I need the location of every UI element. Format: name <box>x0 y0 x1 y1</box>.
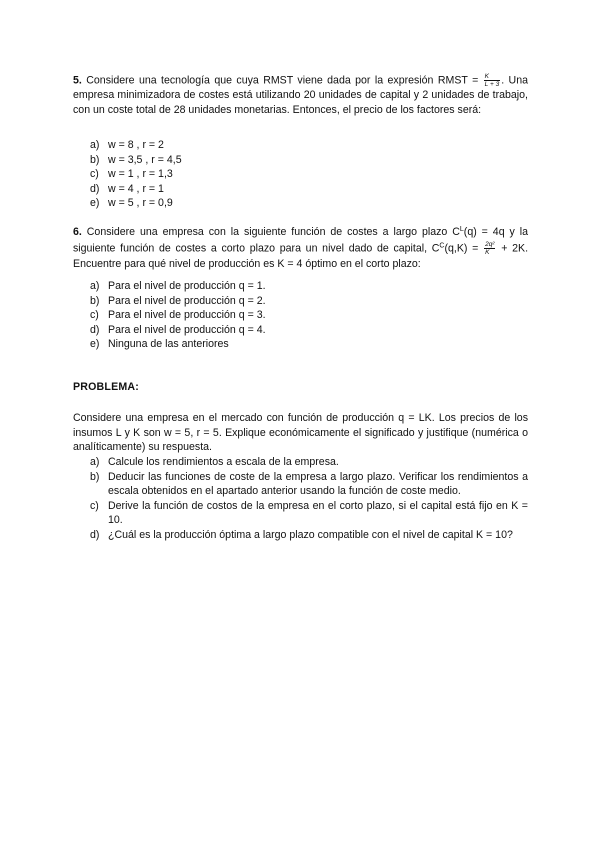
list-item <box>73 455 528 470</box>
list-item-label: c) <box>90 168 99 181</box>
list-item-text: w = 3,5 , r = 4,5 <box>108 153 182 166</box>
list-item-label: c) <box>90 309 99 322</box>
question-6 <box>73 225 528 273</box>
list-item <box>73 337 528 352</box>
question-6-number: 6. <box>73 226 82 238</box>
list-item-label: b) <box>90 153 100 166</box>
list-item-text: w = 5 , r = 0,9 <box>108 197 173 210</box>
list-item <box>73 323 528 338</box>
list-item <box>73 182 528 197</box>
list-item <box>73 294 528 309</box>
list-item <box>73 499 528 528</box>
question-6-text-d: + 2K. Encuentre para qué nivel de producción es K = 4 óptimo en el corto plazo: <box>73 242 529 270</box>
list-item <box>73 138 528 153</box>
question-5-number: 5. <box>73 74 82 87</box>
list-item-label: e) <box>90 197 100 210</box>
question-6-options <box>73 279 528 352</box>
list-item-label: b) <box>90 470 100 483</box>
question-5-options <box>73 138 528 211</box>
list-item-label: c) <box>90 499 99 512</box>
list-item-text: Derive la función de costos de la empresa en el corto plazo, si el capital está fijo en K = 10. <box>108 499 528 527</box>
list-item-label: a) <box>90 139 100 151</box>
list-item-label: e) <box>90 338 100 351</box>
list-item-text: Para el nivel de producción q = 3. <box>108 309 266 322</box>
question-5-text-a: Considere una tecnología que cuya RMST viene dada por la expresión RMST = <box>86 74 483 87</box>
list-item <box>73 279 528 294</box>
question-6-text-c: (q,K) = <box>444 242 484 255</box>
list-item-label: b) <box>90 294 100 307</box>
list-item-text: w = 4 , r = 1 <box>108 182 164 195</box>
list-item <box>73 167 528 182</box>
list-item-text: Para el nivel de producción q = 4. <box>108 323 266 336</box>
list-item-text: Para el nivel de producción q = 1. <box>108 280 266 292</box>
superscript-c: C <box>439 242 445 250</box>
list-item-text: Ninguna de las anteriores <box>108 338 229 351</box>
list-item-label: d) <box>90 182 100 195</box>
rmst-fraction-numerator: K <box>484 73 501 81</box>
list-item <box>73 470 528 499</box>
problem-heading: PROBLEMA: <box>73 381 139 393</box>
cost-fraction <box>484 241 495 256</box>
problem-intro: Considere una empresa en el mercado con función de producción q = LK. Los precios de los insumos L y K son w = 5, r = 5. Explique económicamente el significado y justifique (numérica o analíticamente) su respuesta. <box>73 412 528 454</box>
cost-fraction-denominator: K <box>485 248 490 256</box>
list-item-text: w = 8 , r = 2 <box>108 139 164 151</box>
question-5 <box>73 73 528 117</box>
problem-items <box>73 455 528 543</box>
question-6-text-b: (q) = 4q y la siguiente función de costes a corto plazo para un nivel dado de capital, C <box>73 226 528 255</box>
list-item <box>73 528 528 543</box>
list-item <box>73 308 528 323</box>
list-item-label: a) <box>90 280 100 292</box>
question-5-text-b: . Una empresa minimizadora de costes está utilizando 20 unidades de capital y 2 unidades de trabajo, con un coste total de 28 unidades monetarias. Entonces, el precio de los factores será: <box>73 74 528 116</box>
list-item-label: d) <box>90 528 100 541</box>
list-item-label: a) <box>90 456 100 468</box>
rmst-fraction-denominator: L + 3 <box>484 81 500 88</box>
rmst-fraction <box>484 73 501 88</box>
list-item-text: Para el nivel de producción q = 2. <box>108 294 266 307</box>
list-item <box>73 153 528 168</box>
list-item-text: w = 1 , r = 1,3 <box>108 168 173 181</box>
list-item <box>73 196 528 211</box>
cost-fraction-numerator: 2q² <box>485 240 495 248</box>
list-item-text: ¿Cuál es la producción óptima a largo plazo compatible con el nivel de capital K = 10? <box>108 528 513 541</box>
list-item-text: Deducir las funciones de coste de la empresa a largo plazo. Verificar los rendimientos a escala obtenidos en el apartado anterior usando la función de coste medio. <box>108 470 528 498</box>
list-item-text: Calcule los rendimientos a escala de la empresa. <box>108 456 339 468</box>
superscript-l: L <box>459 226 464 233</box>
question-6-text-a: Considere una empresa con la siguiente función de costes a largo plazo C <box>86 226 460 238</box>
list-item-label: d) <box>90 323 100 336</box>
